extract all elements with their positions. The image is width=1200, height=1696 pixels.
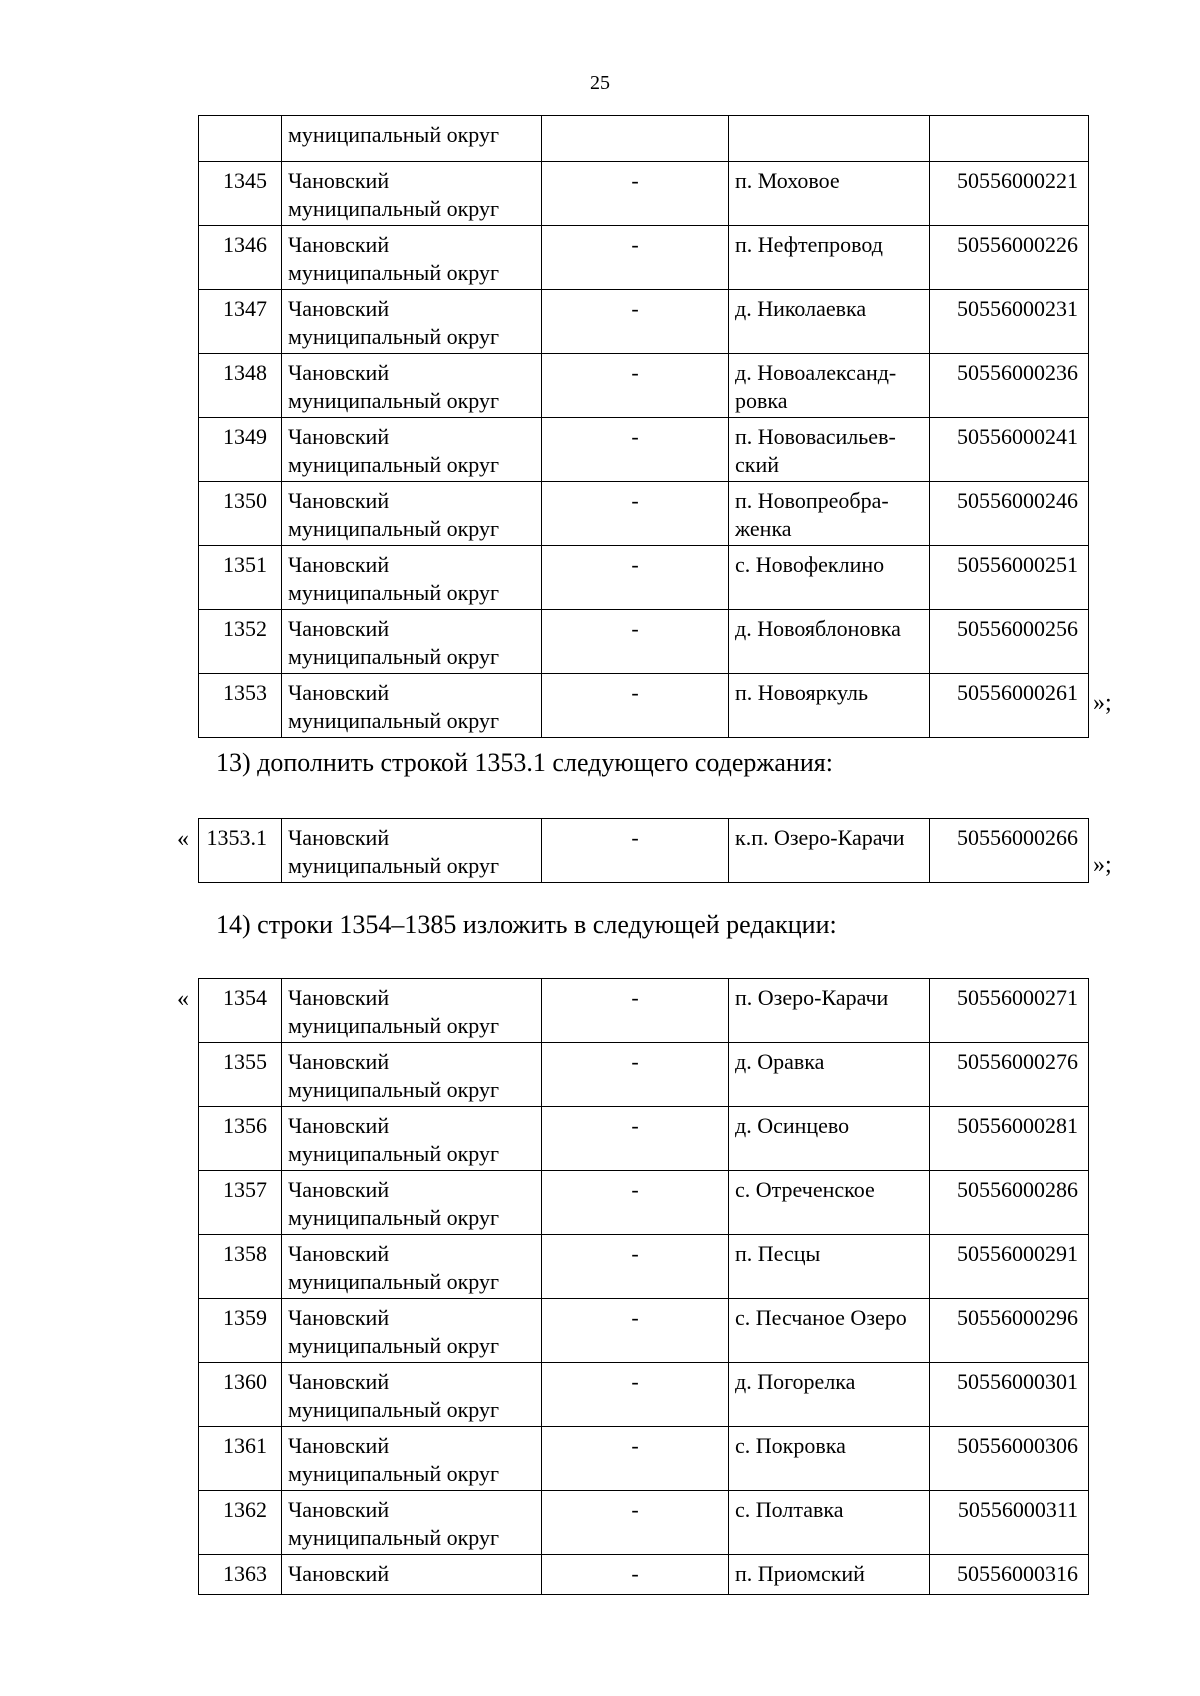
place-cell: д. Осинцево [729,1107,930,1171]
row-number-cell: 1353.1 [199,819,282,883]
place-cell: п. Новопреобра-женка [729,482,930,546]
place-cell: д. Новояблоновка [729,610,930,674]
code-cell: 50556000311 [930,1491,1089,1555]
code-cell: 50556000281 [930,1107,1089,1171]
row-number-cell: 1358 [199,1235,282,1299]
district-cell: Чановский муниципальный округ [282,819,542,883]
row-number-cell: 1352 [199,610,282,674]
table-new-body [199,979,1089,1595]
paragraph-14: 14) строки 1354–1385 изложить в следующей редакции: [216,910,837,939]
table-row [199,546,1089,610]
district-cell: Чановский муниципальный округ [282,1107,542,1171]
district-cell: Чановский муниципальный округ [282,1491,542,1555]
settlement-cell: - [542,674,729,738]
table-row [199,290,1089,354]
place-cell: д. Оравка [729,1043,930,1107]
settlement-cell: - [542,418,729,482]
row-number-cell: 1345 [199,162,282,226]
settlement-cell: - [542,546,729,610]
district-cell: Чановский муниципальный округ [282,674,542,738]
table-new [198,978,1089,1595]
row-number-cell: 1346 [199,226,282,290]
code-cell: 50556000246 [930,482,1089,546]
code-cell: 50556000306 [930,1427,1089,1491]
place-cell: к.п. Озеро-Карачи [729,819,930,883]
open-quote-2: « [177,826,189,852]
place-cell: с. Новофеклино [729,546,930,610]
settlement-cell: - [542,1555,729,1595]
place-cell: п. Моховое [729,162,930,226]
open-quote-3: « [177,986,189,1012]
row-number-cell: 1348 [199,354,282,418]
row-number-cell: 1359 [199,1299,282,1363]
place-cell: с. Песчаное Озеро [729,1299,930,1363]
place-cell: п. Новояркуль [729,674,930,738]
row-number-cell: 1350 [199,482,282,546]
place-cell: п. Песцы [729,1235,930,1299]
table-row [199,1107,1089,1171]
place-cell: с. Полтавка [729,1491,930,1555]
settlement-cell: - [542,1427,729,1491]
table-row [199,1043,1089,1107]
table-row [199,1235,1089,1299]
district-cell: Чановский [282,1555,542,1595]
district-cell: муниципальный округ [282,116,542,162]
place-cell: с. Отреченское [729,1171,930,1235]
table-row [199,979,1089,1043]
code-cell: 50556000296 [930,1299,1089,1363]
table-row [199,162,1089,226]
settlement-cell: - [542,482,729,546]
settlement-cell: - [542,979,729,1043]
row-number-cell: 1363 [199,1555,282,1595]
table-row [199,482,1089,546]
code-cell: 50556000241 [930,418,1089,482]
district-cell: Чановский муниципальный округ [282,1171,542,1235]
district-cell: Чановский муниципальный округ [282,482,542,546]
table-row [199,116,1089,162]
code-cell: 50556000291 [930,1235,1089,1299]
row-number-cell: 1362 [199,1491,282,1555]
place-cell: п. Нововасильев-ский [729,418,930,482]
code-cell: 50556000231 [930,290,1089,354]
code-cell: 50556000271 [930,979,1089,1043]
table-continued-body [199,116,1089,738]
row-number-cell: 1355 [199,1043,282,1107]
table-row [199,226,1089,290]
table-row [199,1299,1089,1363]
settlement-cell: - [542,1363,729,1427]
district-cell: Чановский муниципальный округ [282,1299,542,1363]
place-cell: п. Озеро-Карачи [729,979,930,1043]
place-cell: д. Николаевка [729,290,930,354]
row-number-cell: 1360 [199,1363,282,1427]
settlement-cell: - [542,1107,729,1171]
code-cell: 50556000221 [930,162,1089,226]
place-cell: с. Покровка [729,1427,930,1491]
row-number-cell: 1361 [199,1427,282,1491]
code-cell: 50556000301 [930,1363,1089,1427]
row-number-cell: 1351 [199,546,282,610]
row-number-cell [199,116,282,162]
table-row [199,674,1089,738]
district-cell: Чановский муниципальный округ [282,546,542,610]
district-cell: Чановский муниципальный округ [282,162,542,226]
code-cell: 50556000266 [930,819,1089,883]
settlement-cell: - [542,1235,729,1299]
district-cell: Чановский муниципальный округ [282,1427,542,1491]
row-number-cell: 1349 [199,418,282,482]
settlement-cell [542,116,729,162]
row-number-cell: 1353 [199,674,282,738]
code-cell: 50556000226 [930,226,1089,290]
place-cell: д. Новоалександ-ровка [729,354,930,418]
code-cell [930,116,1089,162]
place-cell [729,116,930,162]
settlement-cell: - [542,226,729,290]
table-row [199,1363,1089,1427]
code-cell: 50556000286 [930,1171,1089,1235]
code-cell: 50556000316 [930,1555,1089,1595]
table-row [199,610,1089,674]
table-row [199,1491,1089,1555]
code-cell: 50556000276 [930,1043,1089,1107]
table-row [199,418,1089,482]
table-continued [198,115,1089,738]
district-cell: Чановский муниципальный округ [282,290,542,354]
close-quote-1: »; [1093,690,1112,716]
district-cell: Чановский муниципальный округ [282,979,542,1043]
paragraph-13: 13) дополнить строкой 1353.1 следующего содержания: [216,748,833,777]
code-cell: 50556000236 [930,354,1089,418]
district-cell: Чановский муниципальный округ [282,1363,542,1427]
district-cell: Чановский муниципальный округ [282,1043,542,1107]
district-cell: Чановский муниципальный округ [282,418,542,482]
page-number: 25 [590,72,610,94]
settlement-cell: - [542,1171,729,1235]
district-cell: Чановский муниципальный округ [282,354,542,418]
settlement-cell: - [542,1491,729,1555]
table-added-body [199,819,1089,883]
place-cell: п. Нефтепровод [729,226,930,290]
table-row [199,1555,1089,1595]
table-added [198,818,1089,883]
settlement-cell: - [542,819,729,883]
place-cell: п. Приомский [729,1555,930,1595]
settlement-cell: - [542,290,729,354]
settlement-cell: - [542,610,729,674]
row-number-cell: 1357 [199,1171,282,1235]
row-number-cell: 1356 [199,1107,282,1171]
row-number-cell: 1347 [199,290,282,354]
settlement-cell: - [542,1299,729,1363]
table-row [199,1427,1089,1491]
place-cell: д. Погорелка [729,1363,930,1427]
district-cell: Чановский муниципальный округ [282,1235,542,1299]
settlement-cell: - [542,354,729,418]
table-row [199,354,1089,418]
district-cell: Чановский муниципальный округ [282,610,542,674]
row-number-cell: 1354 [199,979,282,1043]
district-cell: Чановский муниципальный округ [282,226,542,290]
settlement-cell: - [542,162,729,226]
table-row [199,819,1089,883]
code-cell: 50556000261 [930,674,1089,738]
settlement-cell: - [542,1043,729,1107]
table-row [199,1171,1089,1235]
code-cell: 50556000256 [930,610,1089,674]
code-cell: 50556000251 [930,546,1089,610]
close-quote-2: »; [1093,852,1112,878]
